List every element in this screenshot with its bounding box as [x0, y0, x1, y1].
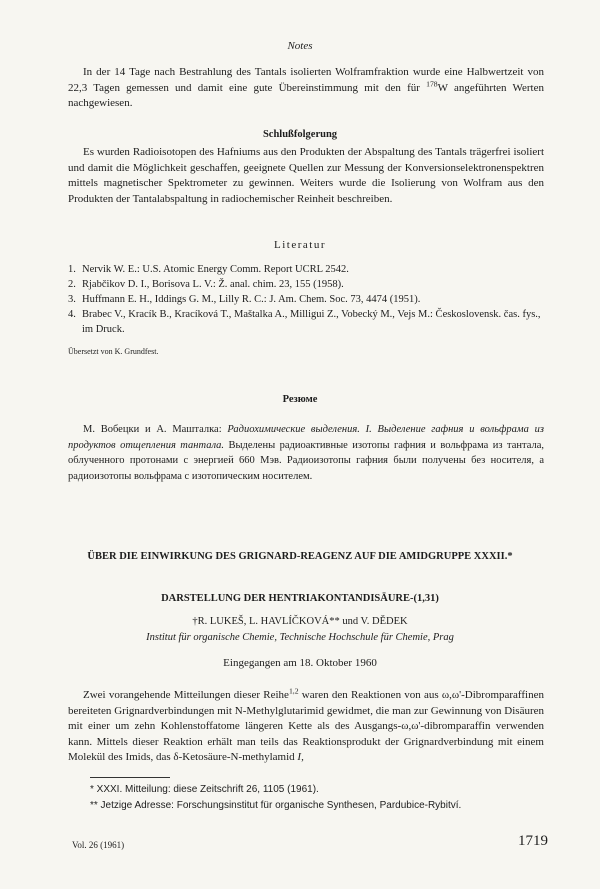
conclusion-heading: Schlußfolgerung [262, 129, 338, 140]
article-institute: Institut für organische Chemie, Technische Hochschule für Chemie, Prag [146, 632, 454, 643]
intro-paragraph-end: angeführten Werten nachgewiesen. [68, 81, 544, 109]
article-subtitle: DARSTELLUNG DER HENTRIAKONTANDISÄURE-(1,31) [161, 593, 439, 604]
compound-label: I, [297, 751, 304, 763]
reference-list [68, 262, 548, 337]
reference-text: Rjabčikov D. I., Borisova L. V.: Ž. anal. chim. 23, 155 (1958). [82, 279, 344, 290]
reference-item [68, 277, 548, 292]
intro-paragraph [68, 65, 544, 112]
reference-text: Nervik W. E.: U.S. Atomic Energy Comm. Report UCRL 2542. [82, 264, 349, 275]
reference-text: Brabec V., Kracík B., Kracíková T., Maštalka A., Milligui Z., Vobecký M., Vejs M.: Československ. čas. fys., im Druck. [82, 309, 541, 335]
reference-number: 1. [68, 264, 76, 275]
russian-summary-authors: М. Вобецки и А. Машталка: [83, 424, 228, 435]
received-date: Eingegangen am 18. Oktober 1960 [223, 657, 377, 669]
volume-label: Vol. 26 (1961) [72, 840, 125, 850]
isotope-symbol: W [437, 81, 448, 94]
intro-paragraph-text: In der 14 Tage nach Bestrahlung des Tantals isolierten Wolframfraktion wurde eine Halbwertzeit von 22,3 Tagen gemessen und damit eine gute Übereinstimmung mit den für [68, 66, 544, 94]
article-intro-start: Zwei vorangehende Mitteilungen dieser Reihe [83, 689, 289, 701]
russian-summary-heading: Резюме [282, 394, 318, 405]
article-intro-paragraph [68, 688, 544, 766]
isotope-mass-number: 178 [426, 78, 438, 88]
russian-summary-paragraph [68, 422, 544, 484]
footnote: * XXXI. Mitteilung: diese Zeitschrift 26, 1105 (1961). [90, 784, 319, 795]
conclusion-paragraph: Es wurden Radioisotopen des Hafniums aus den Produkten der Abspaltung des Tantals trägerfrei isoliert und damit die Möglichkeit geschaffen, geeignete Quellen zur Messung der Konversionselektronenspektren mittels magnetischer Spektrometer zu gewinnen. Weiters wurde die Isolierung von Wolfram aus den Produkten der Tantalabspaltung in radiochemischer Reinheit beschreiben. [68, 146, 544, 205]
reference-number: 4. [68, 309, 76, 320]
footnote: ** Jetzige Adresse: Forschungsinstitut für organische Synthesen, Pardubice-Rybitví. [90, 800, 462, 811]
footnote-rule [90, 777, 170, 778]
citation-superscript: 1,2 [288, 686, 299, 696]
article-title: ÜBER DIE EINWIRKUNG DES GRIGNARD-REAGENZ AUF DIE AMIDGRUPPE XXXII.* [87, 551, 513, 562]
russian-summary-text: Выделены радиоактивные изотопы гафния и вольфрама из тантала, облученного протонами с энергией 660 Мэв. Радиоизотопы гафния были получены без носителя, а радиоизотопы вольфрама с изотопическим носителем. [68, 439, 545, 482]
reference-number: 2. [68, 279, 76, 290]
article-intro-rest: waren den Reaktionen von aus ω,ω'-Dibromparaffinen bereiteten Grignardverbindungen mit N-Methylglutarimid gewidmet, die man zur Gewinnung von Disäuren mit einer um zehn Kohlenstoffatome längeren Kette als des Ausgangs-ω,ω'-dibromparaffin verwenden kann. Mittels dieser Reaktion erhält man teils das Reaktionsprodukt der Grignardverbindung mit einem Molekül des Imids, das δ-Ketosäure-N-methylamid [68, 689, 544, 763]
article-authors: †R. LUKEŠ, L. HAVLÍČKOVÁ** und V. DĚDEK [192, 616, 408, 627]
reference-item [68, 307, 548, 337]
literature-heading: Literatur [274, 239, 326, 251]
translator-note: Übersetzt von K. Grundfest. [68, 347, 159, 356]
reference-text: Huffmann E. H., Iddings G. M., Lilly R. C.: J. Am. Chem. Soc. 73, 4474 (1951). [82, 294, 421, 305]
reference-item [68, 262, 548, 277]
page-number: 1719 [518, 833, 548, 849]
russian-summary-title: Радиохимические выделения. I. Выделение гафния и вольфрама из продуктов отщепления тантала. [68, 424, 544, 451]
reference-number: 3. [68, 294, 76, 305]
reference-item [68, 292, 548, 307]
running-header: Notes [287, 40, 313, 52]
